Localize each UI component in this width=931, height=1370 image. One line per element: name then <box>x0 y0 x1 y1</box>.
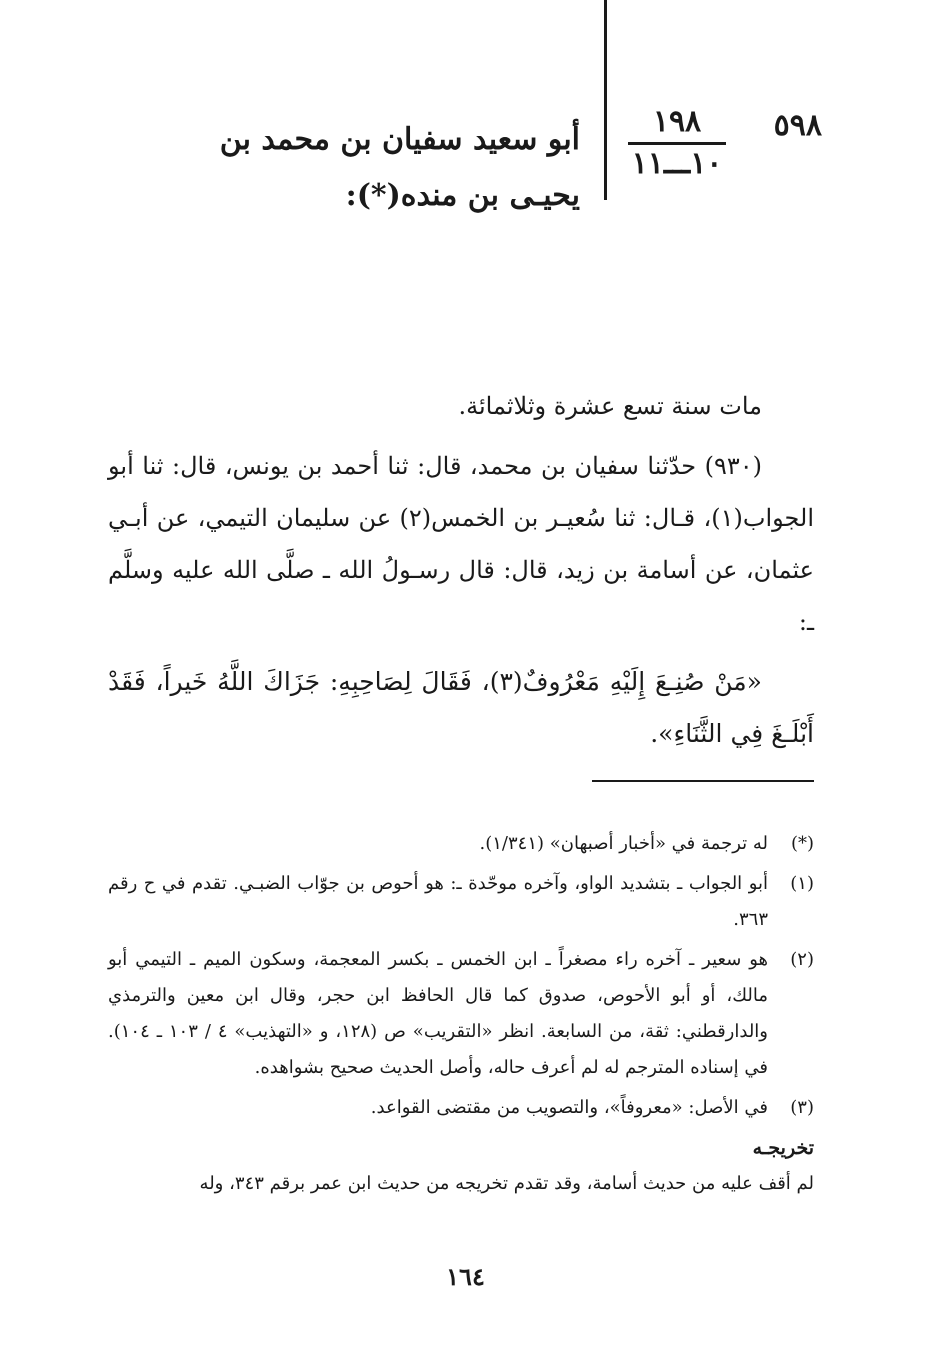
fraction-denominator: ١٠ـــ١١ <box>631 146 723 181</box>
footnote-mark: (١) <box>790 873 814 894</box>
death-note: مات سنة تسع عشرة وثلاثمائة. <box>458 392 762 420</box>
footnote-mark: (٣) <box>790 1097 814 1118</box>
takhrij-heading: تخريجـه <box>752 1137 814 1159</box>
footnote-1 <box>108 866 814 938</box>
entry-number: ٥٩٨ <box>773 108 822 143</box>
main-text <box>108 380 814 768</box>
hadith-isnad: (٩٣٠) حدّثنا سفيان بن محمد، قال: ثنا أحمد بن يونس، قال: ثنا أبو الجواب(١)، قـال: ثنا سُعيـر بن الخمس(٢) عن سليمان التيمي، عن أبـي عثمان، عن أسامة بن زيد، قال: قال رسـولُ الله ـ صلَّى الله عليه وسلَّم ـ: <box>108 452 814 636</box>
footnote-text: له ترجمة في «أخبار أصبهان» (١/٣٤١). <box>479 833 768 854</box>
footnote-star <box>108 826 814 862</box>
footnote-separator <box>592 780 814 782</box>
footnotes <box>108 826 814 1202</box>
fraction-numerator: ١٩٨ <box>628 104 726 145</box>
page-number: ١٦٤ <box>446 1262 485 1291</box>
footnote-2 <box>108 942 814 1086</box>
entry-title: أبو سعيد سفيان بن محمد بن يحيـى بن منده(*): <box>219 122 580 213</box>
footnote-3 <box>108 1090 814 1126</box>
footnote-mark: (٢) <box>790 949 814 970</box>
footnote-text: في الأصل: «معروفاً»، والتصويب من مقتضى القواعد. <box>370 1097 768 1118</box>
footnote-text: أبو الجواب ـ بتشديد الواو، وآخره موحّدة ـ: هو أحوص بن جوّاب الضبـي. تقدم في ح رقم ٣٦٣. <box>108 873 768 930</box>
footnote-mark: (*) <box>790 833 814 854</box>
footnote-text: هو سعير ـ آخره راء مصغراً ـ ابن الخمس ـ بكسر المعجمة، وسكون الميم ـ التيمي أبو مالك، أو أبو الأحوص، صدوق كما قال الحافظ ابن حجر، وقال ابن معين والترمذي والدارقطني: ثقة، من السابعة. انظر «التقريب» ص (١٢٨، و «التهذيب» ٤ / ١٠٣ ـ ١٠٤). في إسناده المترجم له لم أعرف حاله، وأصل الحديث صحيح بشواهده. <box>108 949 768 1078</box>
takhrij-text: لم أقف عليه من حديث أسامة، وقد تقدم تخريجه من حديث ابن عمر برقم ٣٤٣، وله <box>199 1173 814 1194</box>
entry-fraction <box>628 104 726 183</box>
hadith-matn: «مَنْ صُنِـعَ إِلَيْهِ مَعْرُوفٌ(٣)، فَقَالَ لِصَاحِبِهِ: جَزَاكَ اللَّهُ خَيراً، فَقَدْ أَبْلَـغَ فِي الثَّنَاءِ». <box>108 667 814 748</box>
header-vertical-rule <box>604 0 607 200</box>
